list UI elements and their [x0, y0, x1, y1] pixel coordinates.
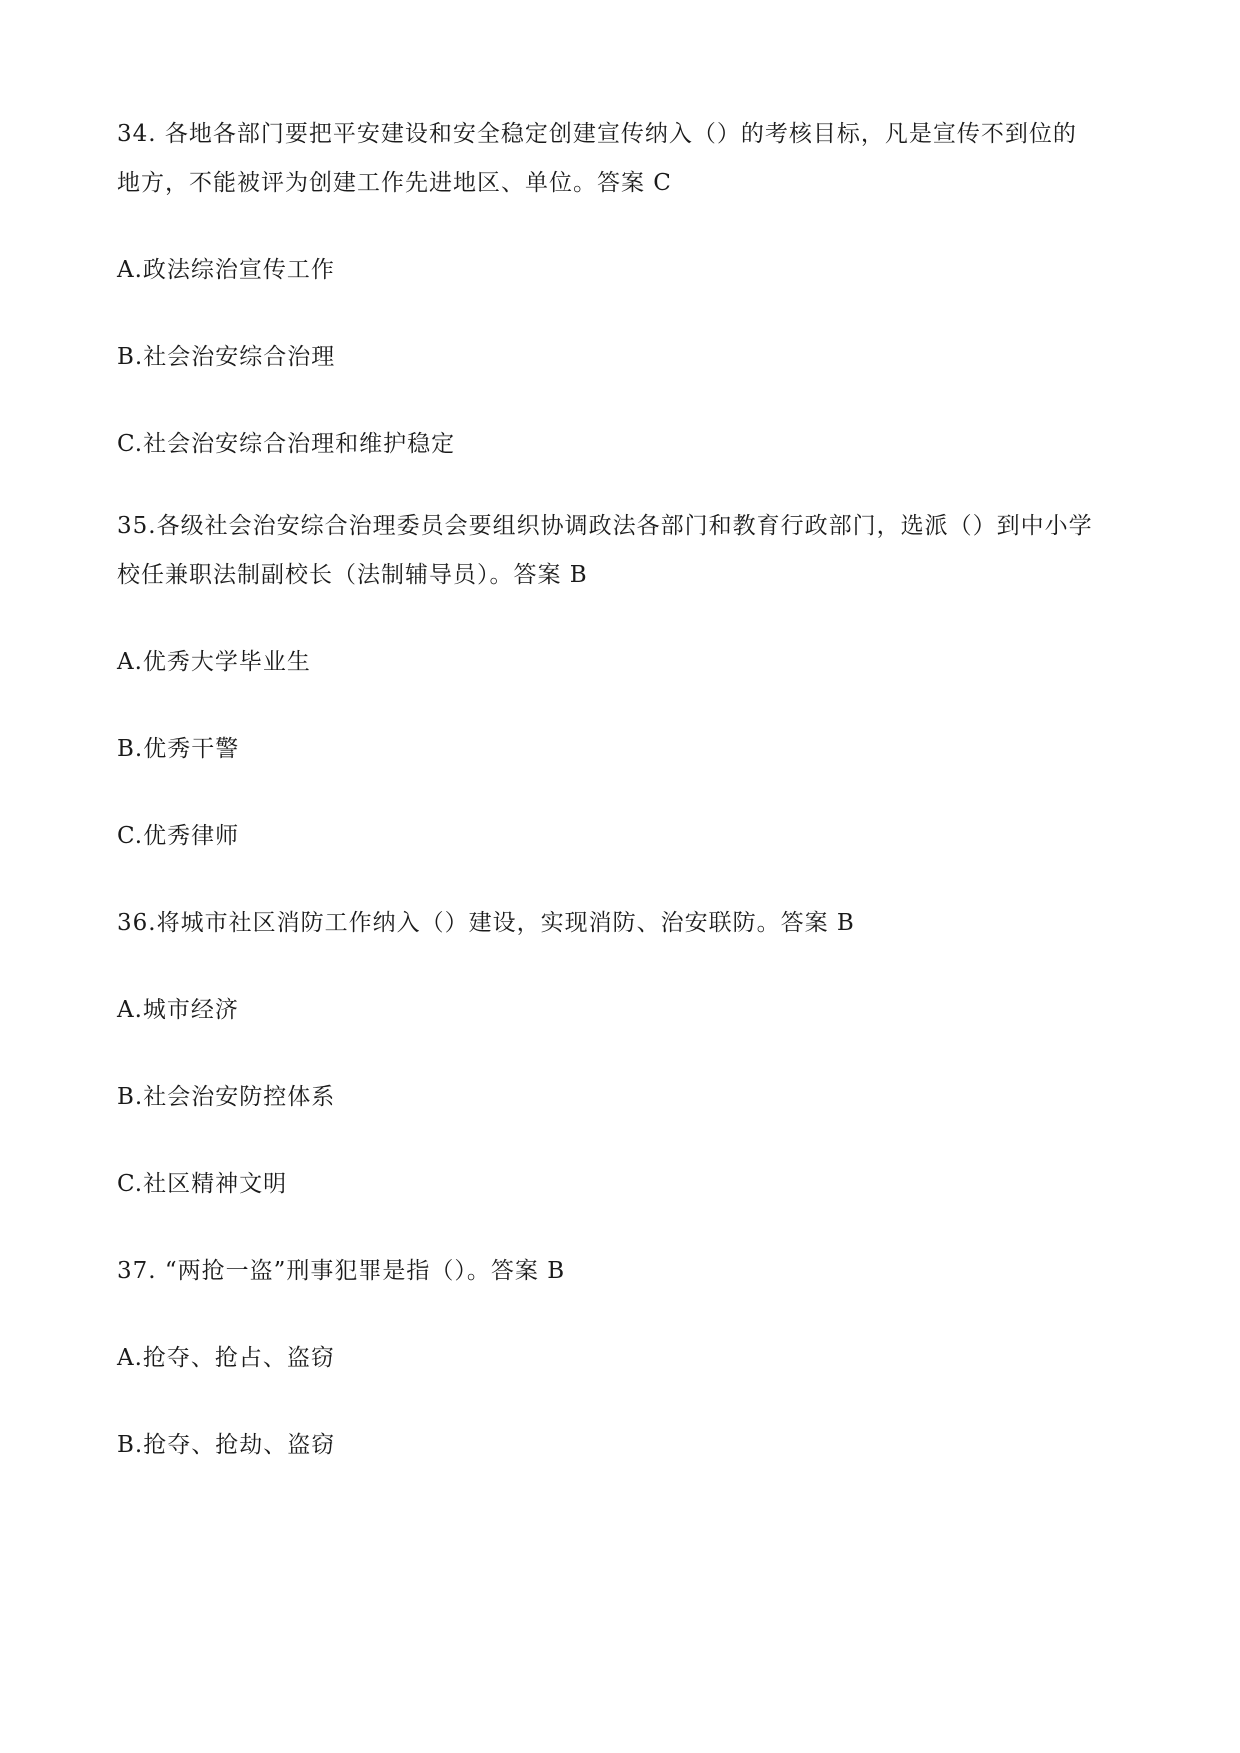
question-34-text-line-2: 地方，不能被评为创建工作先进地区、单位。答案 C	[117, 170, 672, 196]
question-35-text-line-2: 校任兼职法制副校长（法制辅导员）。答案 B	[117, 562, 588, 588]
question-34-text-line-1: 34. 各地各部门要把平安建设和安全稳定创建宣传纳入（）的考核目标，凡是宣传不到位的	[117, 121, 1077, 147]
question-35-option-a: A.优秀大学毕业生	[117, 649, 311, 675]
question-35-text-line-1: 35.各级社会治安综合治理委员会要组织协调政法各部门和教育行政部门，选派（）到中小学	[117, 513, 1093, 539]
question-34-option-c: C.社会治安综合治理和维护稳定	[117, 431, 456, 457]
question-37-text: 37. “两抢一盗”刑事犯罪是指（）。答案 B	[117, 1258, 566, 1284]
question-37-option-b: B.抢夺、抢劫、盗窃	[117, 1432, 336, 1458]
question-36-option-c: C.社区精神文明	[117, 1171, 288, 1197]
question-35-option-b: B.优秀干警	[117, 736, 240, 762]
question-34-option-a: A.政法综治宣传工作	[117, 257, 335, 283]
question-36-option-a: A.城市经济	[117, 997, 239, 1023]
question-36-text: 36.将城市社区消防工作纳入（）建设，实现消防、治安联防。答案 B	[117, 910, 855, 936]
question-36-option-b: B.社会治安防控体系	[117, 1084, 336, 1110]
question-34-option-b: B.社会治安综合治理	[117, 344, 336, 370]
question-37-option-a: A.抢夺、抢占、盗窃	[117, 1345, 335, 1371]
question-35-option-c: C.优秀律师	[117, 823, 240, 849]
